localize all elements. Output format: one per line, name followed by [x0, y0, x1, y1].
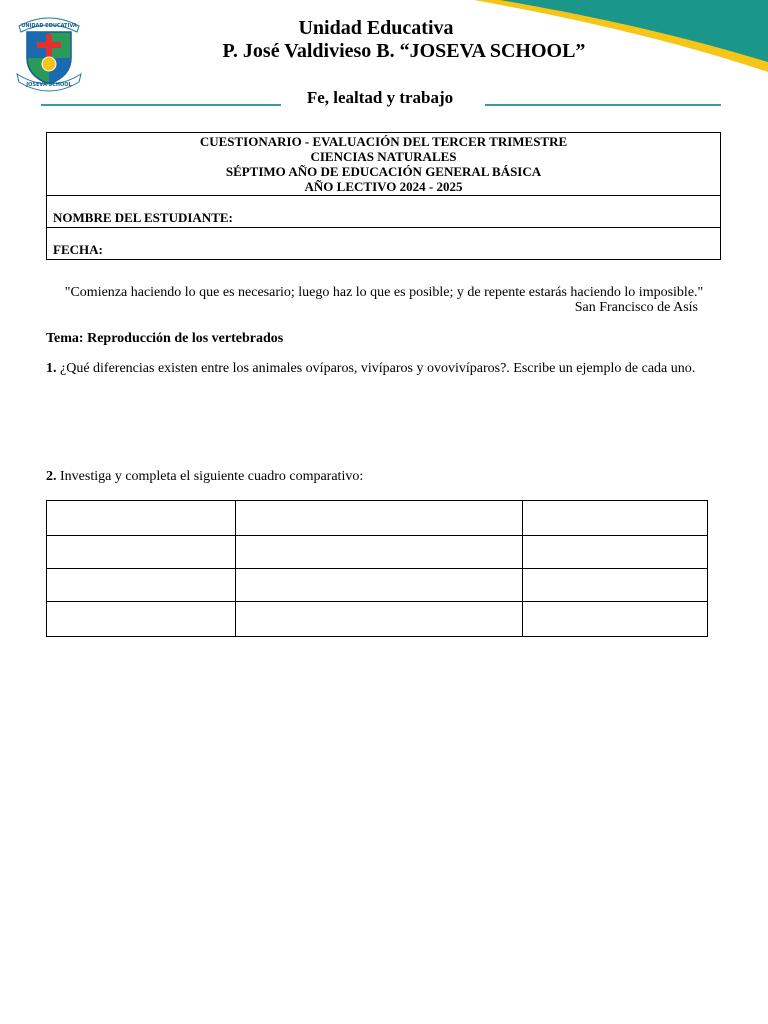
- topic-heading: Tema: Reproducción de los vertebrados: [46, 331, 284, 346]
- question-2-text: Investiga y completa el siguiente cuadro comparativo:: [60, 469, 364, 484]
- comparison-table: [46, 500, 708, 637]
- table-row: [47, 536, 708, 569]
- exam-year-line: AÑO LECTIVO 2024 - 2025: [304, 179, 463, 194]
- school-name-line1: Unidad Educativa: [298, 17, 454, 39]
- table-cell[interactable]: [236, 602, 523, 637]
- student-name-field[interactable]: [47, 196, 721, 228]
- table-row: [47, 602, 708, 637]
- date-field[interactable]: [47, 228, 721, 260]
- motto-rule-left: [41, 104, 281, 106]
- table-cell[interactable]: [47, 536, 236, 569]
- table-cell[interactable]: [236, 536, 523, 569]
- table-row: [47, 569, 708, 602]
- quote-text: "Comienza haciendo lo que es necesario; luego haz lo que es posible; y de repente estarás haciendo lo imposible.": [64, 285, 704, 300]
- quote-author: San Francisco de Asís: [574, 300, 698, 315]
- logo-text-bottom: JOSEVA SCHOOL: [26, 82, 72, 88]
- question-2-number: 2.: [46, 469, 57, 484]
- table-cell[interactable]: [47, 501, 236, 536]
- table-cell[interactable]: [236, 501, 523, 536]
- exam-title-cell: [47, 133, 721, 196]
- exam-info-box: [46, 132, 721, 260]
- question-1-text: ¿Qué diferencias existen entre los animales ovíparos, vivíparos y ovovivíparos?. Escribe un ejemplo de cada uno.: [60, 361, 696, 376]
- student-name-label: NOMBRE DEL ESTUDIANTE:: [53, 210, 233, 225]
- exam-grade-line: SÉPTIMO AÑO DE EDUCACIÓN GENERAL BÁSICA: [225, 164, 542, 179]
- exam-subject-line: CIENCIAS NATURALES: [310, 149, 457, 164]
- question-1-number: 1.: [46, 361, 57, 376]
- table-cell[interactable]: [47, 602, 236, 637]
- logo-text-top: UNIDAD EDUCATIVA: [21, 23, 77, 29]
- school-motto: Fe, lealtad y trabajo: [306, 88, 454, 107]
- table-row: [47, 501, 708, 536]
- date-label: FECHA:: [53, 242, 103, 257]
- question-2: [46, 469, 363, 485]
- school-name-line2: P. José Valdivieso B. “JOSEVA SCHOOL”: [222, 40, 586, 62]
- table-cell[interactable]: [523, 569, 708, 602]
- motto-rule-right: [485, 104, 721, 106]
- table-cell[interactable]: [236, 569, 523, 602]
- table-cell[interactable]: [47, 569, 236, 602]
- question-1: [46, 361, 695, 377]
- table-cell[interactable]: [523, 602, 708, 637]
- exam-title-line: CUESTIONARIO - EVALUACIÓN DEL TERCER TRIMESTRE: [199, 134, 568, 149]
- table-cell[interactable]: [523, 536, 708, 569]
- table-cell[interactable]: [523, 501, 708, 536]
